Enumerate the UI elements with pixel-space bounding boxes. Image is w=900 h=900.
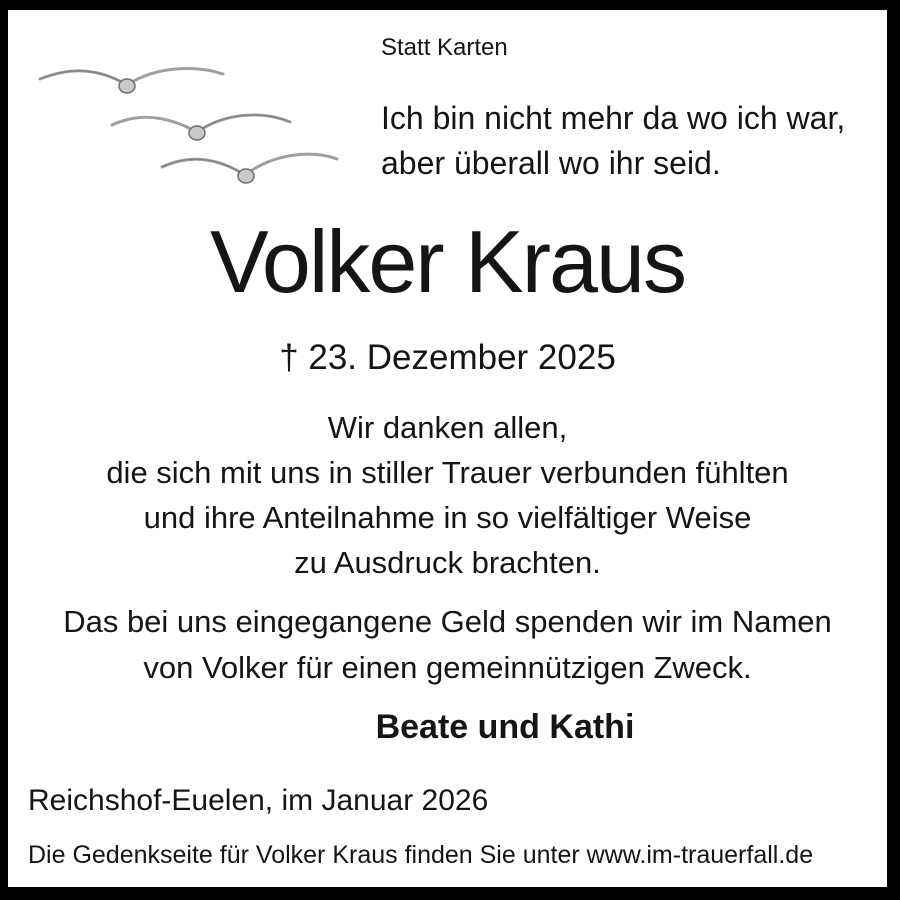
donation-paragraph	[8, 599, 887, 691]
header-label: Statt Karten	[381, 34, 508, 61]
thanks-line: die sich mit uns in stiller Trauer verbunden fühlten	[106, 455, 789, 490]
deceased-name: Volker Kraus	[210, 212, 685, 311]
thanks-line: und ihre Anteilnahme in so vielfältiger Weise	[143, 500, 752, 535]
thanks-paragraph	[8, 405, 887, 585]
donation-line: von Volker für einen gemeinnützigen Zweck.	[143, 650, 752, 685]
family-signature: Beate und Kathi	[375, 708, 635, 746]
thanks-line: zu Ausdruck brachten.	[294, 545, 601, 580]
memorial-website-line: Die Gedenkseite für Volker Kraus finden Sie unter www.im-trauerfall.de	[28, 841, 814, 869]
place-and-date: Reichshof-Euelen, im Januar 2026	[28, 784, 489, 817]
death-date: † 23. Dezember 2025	[279, 338, 616, 377]
quote-line-2: aber überall wo ihr seid.	[381, 145, 721, 181]
memorial-quote	[381, 96, 845, 186]
donation-line: Das bei uns eingegangene Geld spenden wir im Namen	[63, 604, 832, 639]
flying-birds-icon	[28, 52, 348, 202]
quote-line-1: Ich bin nicht mehr da wo ich war,	[381, 100, 846, 136]
thanks-line: Wir danken allen,	[327, 410, 568, 445]
